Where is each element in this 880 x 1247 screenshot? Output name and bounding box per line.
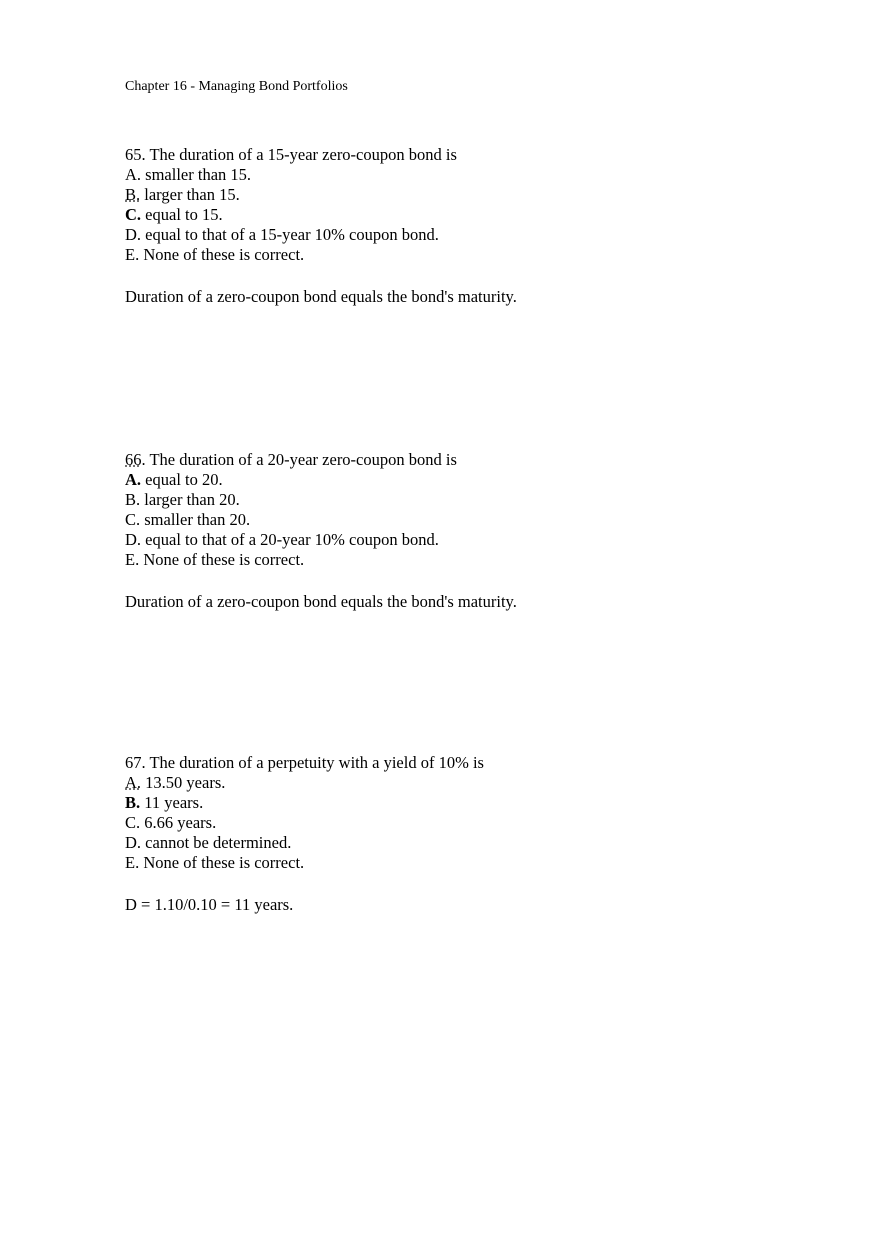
option-text: equal to 15. [141, 205, 223, 224]
option-text: larger than 20. [140, 490, 240, 509]
option-letter: C. [125, 813, 141, 832]
option-text: None of these is correct. [139, 550, 305, 569]
question-65 [125, 145, 517, 307]
option-a [125, 165, 517, 185]
question-67 [125, 753, 484, 915]
option-b [125, 490, 517, 510]
option-text: None of these is correct. [139, 245, 305, 264]
option-text: cannot be determined. [141, 833, 292, 852]
question-text: . The duration of a 15-year zero-coupon bond is [141, 145, 457, 164]
option-letter: B. [125, 490, 141, 509]
option-letter: E. [125, 245, 140, 264]
option-letter: C. [125, 205, 142, 224]
explanation: Duration of a zero-coupon bond equals the bond's maturity. [125, 592, 517, 611]
option-letter: E. [125, 550, 140, 569]
page-header: Chapter 16 - Managing Bond Portfolios [125, 79, 348, 94]
option-c-correct [125, 205, 517, 225]
option-letter: D. [125, 833, 142, 852]
option-d [125, 833, 484, 853]
option-e [125, 245, 517, 265]
option-d [125, 225, 517, 245]
option-letter: D. [125, 530, 142, 549]
option-text: smaller than 15. [141, 165, 252, 184]
option-text: equal to 20. [141, 470, 223, 489]
option-text: 6.66 years. [140, 813, 217, 832]
option-text: 11 years. [140, 793, 204, 812]
option-letter: D. [125, 225, 142, 244]
option-b [125, 185, 517, 205]
question-stem [125, 450, 517, 470]
option-a-correct [125, 470, 517, 490]
question-number: 66 [125, 450, 142, 469]
option-b-correct [125, 793, 484, 813]
explanation: Duration of a zero-coupon bond equals the bond's maturity. [125, 287, 517, 306]
option-text: equal to that of a 20-year 10% coupon bond. [141, 530, 439, 549]
option-letter: A. [125, 470, 142, 489]
option-letter: E. [125, 853, 140, 872]
option-text: 13.50 years. [141, 773, 226, 792]
option-e [125, 550, 517, 570]
option-letter: B. [125, 185, 141, 204]
question-number: 65 [125, 145, 142, 164]
option-c [125, 813, 484, 833]
question-stem [125, 145, 517, 165]
option-letter: A. [125, 165, 142, 184]
option-a [125, 773, 484, 793]
option-letter: A. [125, 773, 142, 792]
option-text: None of these is correct. [139, 853, 305, 872]
question-number: 67 [125, 753, 142, 772]
question-text: . The duration of a 20-year zero-coupon bond is [141, 450, 457, 469]
option-c [125, 510, 517, 530]
option-d [125, 530, 517, 550]
option-text: smaller than 20. [140, 510, 251, 529]
option-text: larger than 15. [140, 185, 240, 204]
question-stem [125, 753, 484, 773]
option-e [125, 853, 484, 873]
option-text: equal to that of a 15-year 10% coupon bond. [141, 225, 439, 244]
explanation: D = 1.10/0.10 = 11 years. [125, 895, 294, 914]
option-letter: C. [125, 510, 141, 529]
question-text: . The duration of a perpetuity with a yield of 10% is [141, 753, 484, 772]
option-letter: B. [125, 793, 141, 812]
question-66 [125, 450, 517, 612]
